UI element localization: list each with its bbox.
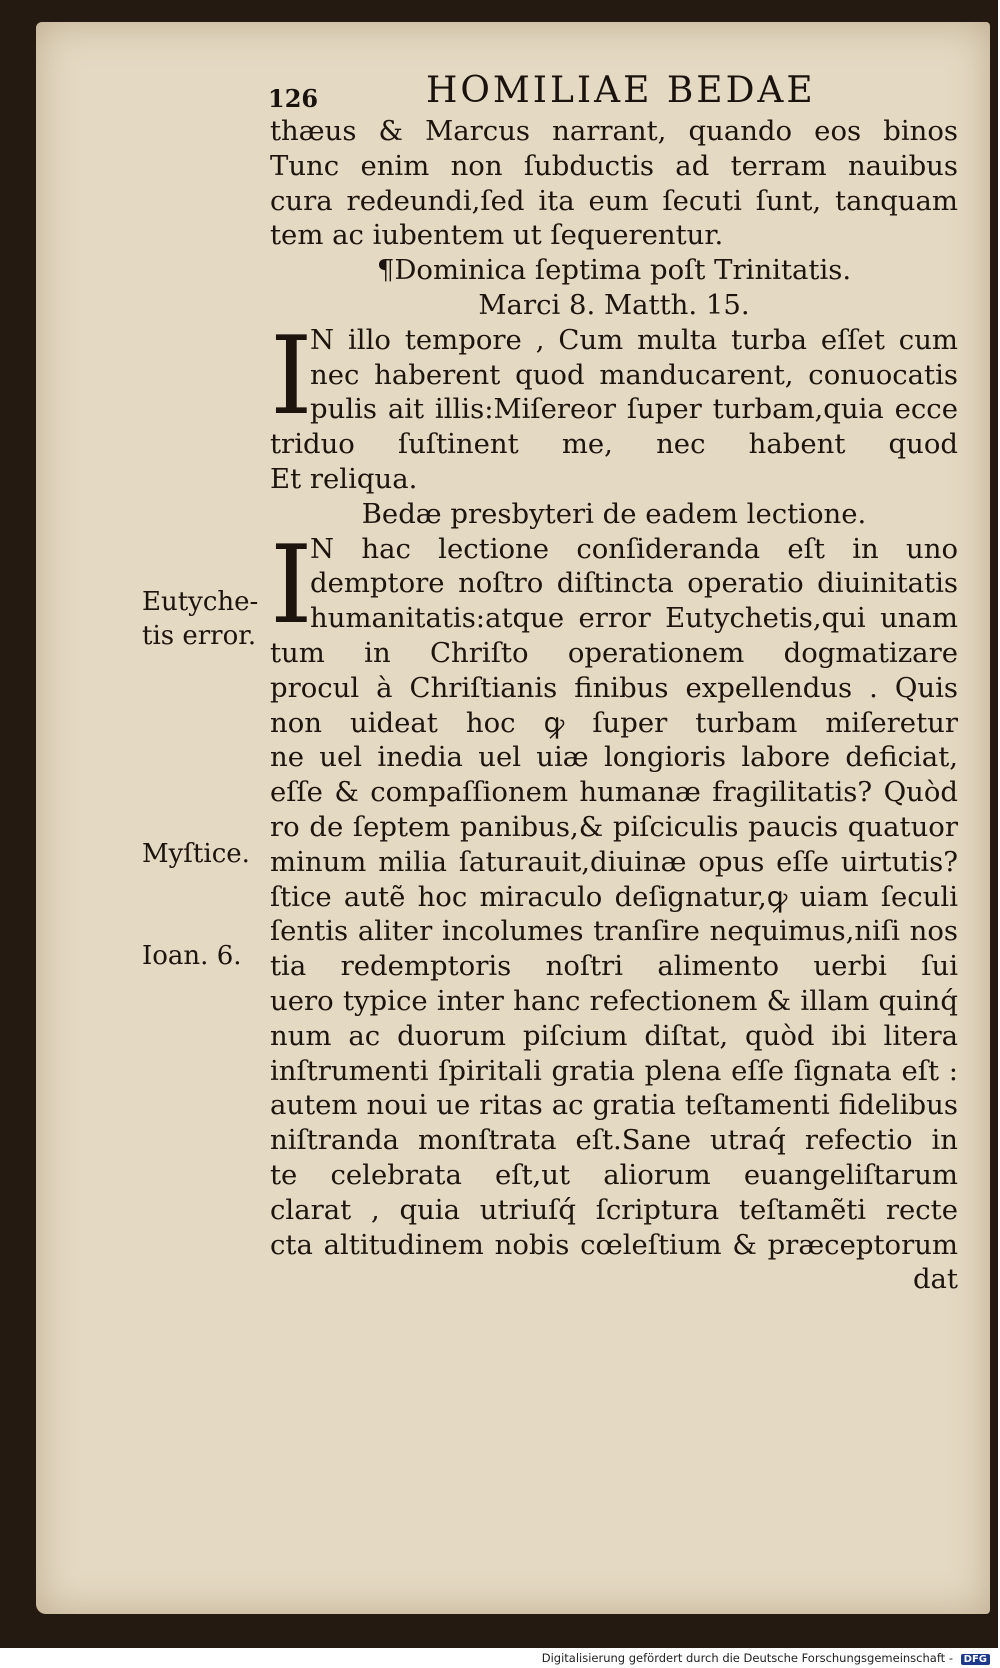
text-line: ne uel inedia uel uiæ longioris labore deficiat, xyxy=(270,741,958,774)
text-line: inſtrumenti ſpiritali gratia plena eſſe ſignata eſt : xyxy=(270,1054,958,1087)
text-line: triduo ſuſtinent me, nec habent quod xyxy=(270,428,958,461)
text-line: humanitatis:atque error Eutychetis,qui unam xyxy=(310,602,958,635)
text-line: ro de ſeptem panibus,& piſciculis paucis quatuor xyxy=(270,810,958,843)
text-line: te celebrata eſt,ut aliorum euangeliſtarum xyxy=(270,1158,958,1191)
margin-note-eutyches: Eutyche- xyxy=(142,587,259,617)
text-line: procul à Chriſtianis finibus expellendus . Quis xyxy=(270,671,958,704)
page-number: 126 xyxy=(268,84,319,113)
drop-cap: I xyxy=(270,313,313,439)
text-line: minum milia ſaturauit,diuinæ opus eſſe uirtutis? xyxy=(270,845,958,878)
book-page xyxy=(36,22,990,1614)
text-line: clarat , quia utriuſq́ ſcriptura teſtamẽti recte xyxy=(270,1193,958,1226)
section-heading: Bedæ presbyteri de eadem lectione. xyxy=(361,497,867,530)
text-line: autem noui ue ritas ac gratia teſtamenti fidelibus xyxy=(270,1089,958,1122)
catchword: dat xyxy=(912,1263,958,1296)
digitization-credit xyxy=(542,1651,990,1665)
text-line: ſentis aliter incolumes tranſire nequimus,niſi nos xyxy=(270,915,958,948)
running-title: HOMILIAE BEDAE xyxy=(426,70,816,111)
section-heading: ¶Dominica ſeptima poſt Trinitatis. xyxy=(376,254,852,287)
gospel-reference: Marci 8. Matth. 15. xyxy=(478,288,750,321)
text-line: num ac duorum piſcium diſtat, quòd ibi litera xyxy=(270,1019,958,1052)
margin-note-eutyches: tis error. xyxy=(142,621,257,651)
text-line: nec haberent quod manducarent, conuocatis xyxy=(310,358,958,391)
drop-cap: I xyxy=(270,522,313,648)
text-line: tia redemptoris noſtri alimento uerbi ſui xyxy=(270,950,958,983)
text-line: tem ac iubentem ut ſequerentur. xyxy=(270,219,724,252)
text-line: niſtranda monſtrata eſt.Sane utraq́ refectio in xyxy=(270,1124,958,1157)
text-line: N illo tempore , Cum multa turba eſſet cum xyxy=(310,323,958,356)
text-line: Et reliqua. xyxy=(270,462,418,495)
text-line: Tunc enim non ſubductis ad terram nauibus xyxy=(270,149,958,182)
text-line: cura redeundi,ſed ita eum ſecuti ſunt, tanquam xyxy=(270,184,958,217)
text-line: ſtice autẽ hoc miraculo deſignatur,ꝙ uiam ſeculi xyxy=(270,880,958,913)
text-line: uero typice inter hanc refectionem & illam quinq́ xyxy=(270,984,958,1017)
text-line: N hac lectione conſideranda eſt in uno xyxy=(310,532,958,565)
dfg-logo-icon: DFG xyxy=(961,1654,990,1665)
credit-text: Digitalisierung gefördert durch die Deutsche Forschungsgemeinschaft - xyxy=(541,1651,953,1665)
text-line: cta altitudinem nobis cœleſtium & præceptorum xyxy=(270,1228,958,1261)
text-line: pulis ait illis:Miſereor ſuper turbam,quia ecce xyxy=(310,393,958,426)
text-line: eſſe & compaſſionem humanæ fragilitatis? Quòd xyxy=(270,776,958,809)
text-line: non uideat hoc ꝙ ſuper turbam miſeretur xyxy=(270,706,958,739)
homily-paragraph xyxy=(270,522,958,1263)
text-line: tum in Chriſto operationem dogmatizare xyxy=(270,636,958,669)
gospel-paragraph xyxy=(270,313,958,497)
margin-note-mystice: Myſtice. xyxy=(142,839,250,869)
text-line: demptore noſtro diſtincta operatio diuinitatis xyxy=(310,567,958,600)
margin-note-ioan: Ioan. 6. xyxy=(142,941,242,971)
text-line: thæus & Marcus narrant, quando eos binos xyxy=(270,115,958,147)
main-text xyxy=(270,114,958,1297)
